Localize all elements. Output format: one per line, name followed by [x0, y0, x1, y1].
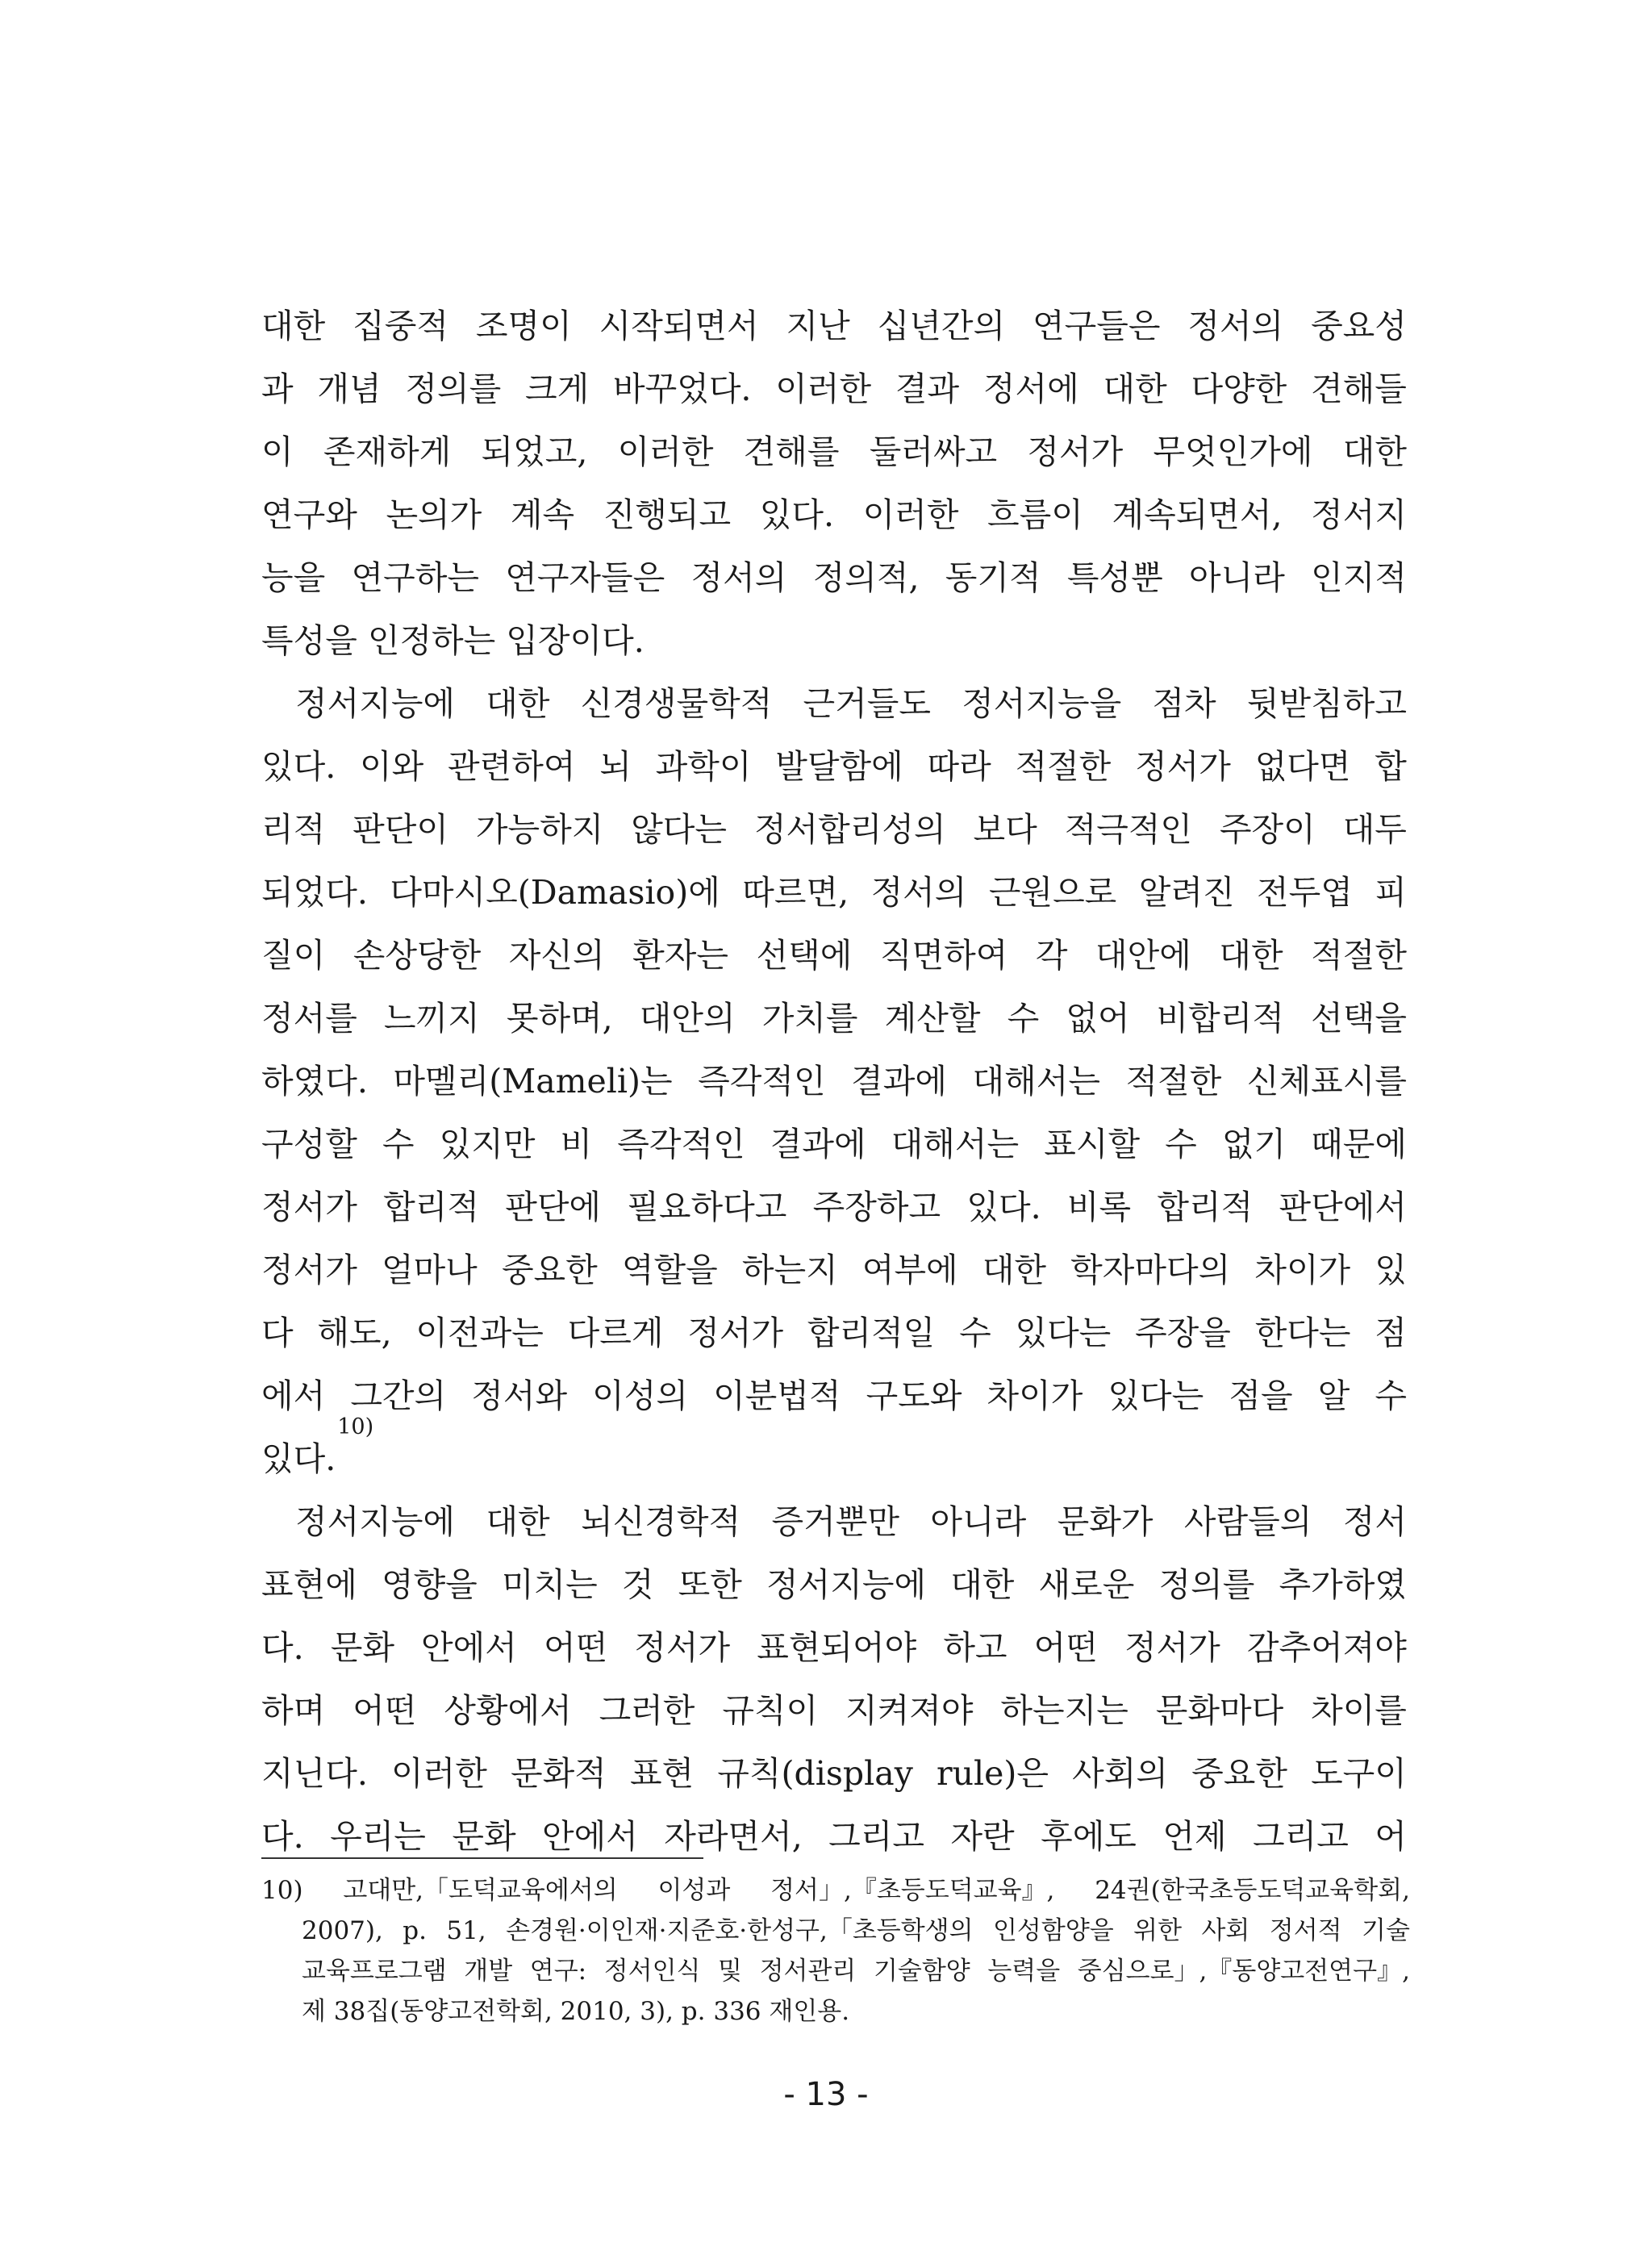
- word: 있다는: [1015, 1314, 1112, 1352]
- word: 판단에서: [1279, 1188, 1407, 1226]
- word: 차이가: [987, 1376, 1083, 1415]
- word: 그러한: [599, 1691, 695, 1730]
- body-text: [261, 294, 1407, 1868]
- word: 정서가: [1124, 1628, 1220, 1667]
- word: 인지적: [1311, 558, 1407, 597]
- word: 차이를: [1311, 1691, 1407, 1730]
- word: 지난: [786, 307, 850, 345]
- word: 고대만,「도덕교육에서의: [343, 1876, 618, 1905]
- word: 합: [1375, 747, 1407, 786]
- word: 또한: [678, 1565, 742, 1604]
- text-line: [261, 1679, 1407, 1742]
- word: 24권(한국초등도덕교육학회,: [1095, 1876, 1410, 1905]
- word: 보다: [973, 810, 1037, 849]
- word: 하는지는: [1000, 1691, 1128, 1730]
- word: 능을: [261, 558, 326, 597]
- word: 대한: [261, 307, 326, 345]
- word: 어떤: [353, 1691, 417, 1730]
- word: 정서인식: [603, 1957, 701, 1986]
- word: 리적: [261, 810, 326, 849]
- word: 되었고,: [481, 432, 588, 471]
- word: 교육프로그램: [302, 1957, 447, 1986]
- word: 다양한: [1191, 370, 1287, 408]
- word: 뇌: [599, 747, 632, 786]
- word: 점을: [1229, 1376, 1293, 1415]
- word: 정서지능을: [962, 684, 1122, 723]
- word: 근거들도: [803, 684, 931, 723]
- word: 때문에: [1311, 1125, 1407, 1163]
- word: 하는지: [741, 1251, 838, 1289]
- word: 규칙이: [722, 1691, 819, 1730]
- text-line: [261, 735, 1407, 798]
- word: 문화: [452, 1817, 516, 1856]
- word: 수: [1007, 999, 1040, 1038]
- word: 견해를: [743, 432, 840, 471]
- text-line: [261, 924, 1407, 987]
- word: 표현에: [261, 1565, 357, 1604]
- word: 계산할: [884, 999, 981, 1038]
- word: 정서를: [261, 999, 357, 1038]
- word: 어떤: [1033, 1628, 1098, 1667]
- word: 정서가: [261, 1251, 357, 1289]
- word: 바꾸었다.: [613, 370, 752, 408]
- page-number: - 13 -: [783, 2076, 869, 2113]
- word: 동기적: [945, 558, 1041, 597]
- word: 적절한: [1015, 747, 1112, 786]
- word: 수: [1165, 1125, 1197, 1163]
- word: 증거뿐만: [771, 1502, 899, 1541]
- footnote-line: [261, 1951, 1410, 1991]
- word: 지닌다.: [261, 1754, 368, 1793]
- word: 표현되어야: [757, 1628, 917, 1667]
- word: 영향을: [381, 1565, 478, 1604]
- word: 대두: [1342, 810, 1407, 849]
- word: 정서와: [471, 1376, 568, 1415]
- word: 기술함양: [873, 1957, 970, 1986]
- text-line: [261, 1176, 1407, 1239]
- word: 새로운: [1038, 1565, 1135, 1604]
- word: 대안에: [1095, 936, 1191, 975]
- word: 있: [1375, 1251, 1407, 1289]
- word: 뒷받침하고: [1246, 684, 1407, 723]
- word: 사회: [1201, 1916, 1250, 1945]
- word: 아니라: [1189, 558, 1285, 597]
- word: 합리적일: [807, 1314, 936, 1352]
- text-line: [261, 1239, 1407, 1301]
- word: 점차: [1152, 684, 1216, 723]
- word: 연구와: [261, 495, 357, 534]
- word: 결과에: [851, 1062, 947, 1101]
- word: 판단에: [505, 1188, 602, 1226]
- word: 정서에: [982, 370, 1079, 408]
- word: 이러한: [775, 370, 872, 408]
- word: 및: [718, 1957, 742, 1986]
- word: 아니라: [930, 1502, 1027, 1541]
- text-line: [261, 546, 1407, 609]
- text-line: 있다.: [261, 1439, 336, 1478]
- word: 가능하지: [475, 810, 604, 849]
- word: 뇌신경학적: [581, 1502, 741, 1541]
- word: 따르면,: [742, 873, 849, 912]
- text-line: [261, 1616, 1407, 1679]
- word: 그리고: [1253, 1817, 1349, 1856]
- word: 인성함양을: [992, 1916, 1114, 1945]
- text-line: [261, 672, 1407, 735]
- word: 없다면: [1254, 747, 1351, 786]
- word: 중요한: [1191, 1754, 1287, 1793]
- word: 과: [261, 370, 294, 408]
- word: 중요성: [1311, 307, 1407, 345]
- text-line: [261, 861, 1407, 924]
- word: 하며: [261, 1691, 326, 1730]
- word: 해도,: [317, 1314, 392, 1352]
- text-line: [261, 1742, 1407, 1805]
- word: 정서의: [1187, 307, 1284, 345]
- word: 없기: [1221, 1125, 1287, 1163]
- word: 정서지능에: [295, 684, 456, 723]
- word: 2007),: [302, 1916, 383, 1945]
- word: 안에서: [421, 1628, 517, 1667]
- word: 계속되면서,: [1112, 495, 1283, 534]
- word: 감추어져야: [1246, 1628, 1407, 1667]
- word: rule)은: [937, 1754, 1049, 1793]
- word: 중심으로」,『동양고전연구』,: [1077, 1957, 1410, 1986]
- word: 이러한: [862, 495, 959, 534]
- word: 조명이: [475, 307, 572, 345]
- word: 지켜져야: [845, 1691, 974, 1730]
- footnote-reference: 10): [337, 1414, 374, 1439]
- word: 대한: [950, 1565, 1015, 1604]
- word: 정서가: [1135, 747, 1231, 786]
- footnote-line: 제 38집(동양고전학회, 2010, 3), p. 336 재인용.: [302, 1997, 850, 2026]
- word: 그간의: [350, 1376, 447, 1415]
- word: 도구이: [1311, 1754, 1407, 1793]
- word: 신체표시를: [1246, 1062, 1407, 1101]
- text-line: [261, 798, 1407, 861]
- word: 정의를: [1158, 1565, 1255, 1604]
- word: 상황에서: [444, 1691, 572, 1730]
- word: 결과에: [770, 1125, 866, 1163]
- word: 표현: [629, 1754, 695, 1793]
- word: 관련하여: [448, 747, 576, 786]
- word: 것: [621, 1565, 654, 1604]
- word: 차이가: [1254, 1251, 1351, 1289]
- word: 정서가: [261, 1188, 357, 1226]
- word: 질이: [261, 936, 326, 975]
- word: 않다는: [631, 810, 728, 849]
- word: 정서지능에: [766, 1565, 927, 1604]
- word: 중요한: [501, 1251, 598, 1289]
- word: 대해서는: [891, 1125, 1020, 1163]
- text-line: [261, 1490, 1407, 1553]
- word: 에서: [261, 1376, 326, 1415]
- word: 정서: [1342, 1502, 1407, 1541]
- word: 알려진: [1138, 873, 1235, 912]
- footnote-divider: [261, 1857, 703, 1859]
- word: 합리적: [383, 1188, 479, 1226]
- word: 정서의: [870, 873, 967, 912]
- word: 무엇인가에: [1153, 432, 1313, 471]
- word: 존재하게: [323, 432, 452, 471]
- word: 대한: [486, 1502, 550, 1541]
- word: 문화마다: [1155, 1691, 1284, 1730]
- word: 주장하고: [812, 1188, 941, 1226]
- word: 각: [1035, 936, 1068, 975]
- word: 피: [1375, 873, 1407, 912]
- word: 흐름이: [987, 495, 1083, 534]
- word: 언제: [1162, 1817, 1227, 1856]
- word: 정서가: [687, 1314, 784, 1352]
- word: 가치를: [761, 999, 858, 1038]
- word: 학자마다의: [1070, 1251, 1231, 1289]
- word: 적극적인: [1064, 810, 1193, 849]
- word: 이성의: [592, 1376, 688, 1415]
- word: 자라면서,: [664, 1817, 803, 1856]
- word: 역할을: [621, 1251, 718, 1289]
- word: 구성할: [261, 1125, 357, 1163]
- word: 느끼지: [383, 999, 480, 1038]
- word: 자란: [950, 1817, 1015, 1856]
- word: 손상당한: [353, 936, 482, 975]
- word: 대한: [1103, 370, 1167, 408]
- word: 개념: [317, 370, 382, 408]
- word: 연구하는: [351, 558, 479, 597]
- footnote-line: [261, 1870, 1410, 1911]
- word: 합리적: [1157, 1188, 1254, 1226]
- word: 정서」,『초등도덕교육』,: [770, 1876, 1055, 1905]
- word: 대한: [1342, 432, 1407, 471]
- text-line: [261, 1050, 1407, 1113]
- word: 결과: [895, 370, 960, 408]
- text-line: [261, 1553, 1407, 1616]
- word: 이와: [360, 747, 424, 786]
- word: 점: [1375, 1314, 1407, 1352]
- word: 기술: [1362, 1916, 1410, 1945]
- word: 필요하다고: [627, 1188, 787, 1226]
- word: 손경원·이인재·지준호·한성구,「초등학생의: [506, 1916, 974, 1945]
- word: 근원으로: [988, 873, 1117, 912]
- word: 표시할: [1044, 1125, 1141, 1163]
- word: 되었다.: [261, 873, 368, 912]
- word: 사회의: [1072, 1754, 1168, 1793]
- word: 연구들은: [1032, 307, 1161, 345]
- word: 51,: [446, 1916, 486, 1945]
- word: 못하며,: [506, 999, 613, 1038]
- word: 어: [1375, 1817, 1407, 1856]
- word: 알: [1317, 1376, 1350, 1415]
- word: 구도와: [866, 1376, 962, 1415]
- word: 우리는: [330, 1817, 426, 1856]
- word: 다르게: [567, 1314, 664, 1352]
- word: 한다는: [1254, 1314, 1351, 1352]
- word: 적절한: [1311, 936, 1407, 975]
- word: 즉각적인: [698, 1062, 826, 1101]
- text-line: [261, 1301, 1407, 1364]
- word: 대해서는: [972, 1062, 1100, 1101]
- text-line: 특성을 인정하는 입장이다.: [261, 621, 645, 660]
- word: 있다.: [261, 747, 336, 786]
- word: 이러한: [617, 432, 714, 471]
- word: 판단이: [353, 810, 448, 849]
- word: 후에도: [1041, 1817, 1137, 1856]
- word: 시작되면서: [599, 307, 759, 345]
- word: 선택을: [1311, 999, 1407, 1038]
- word: 자신의: [508, 936, 605, 975]
- word: 없어: [1066, 999, 1130, 1038]
- word: 비합리적: [1156, 999, 1285, 1038]
- word: 따라: [927, 747, 991, 786]
- word: 있다는: [1108, 1376, 1204, 1415]
- word: 수: [959, 1314, 991, 1352]
- word: 수: [1375, 1376, 1407, 1415]
- word: 문화: [330, 1628, 394, 1667]
- word: 위한: [1133, 1916, 1183, 1945]
- word: 여부에: [861, 1251, 958, 1289]
- word: 미치는: [501, 1565, 598, 1604]
- word: 적절한: [1125, 1062, 1222, 1101]
- word: 하였다.: [261, 1062, 368, 1101]
- word: 사람들의: [1183, 1502, 1312, 1541]
- word: 하고: [943, 1628, 1007, 1667]
- word: 전두엽: [1257, 873, 1353, 912]
- word: 정의를: [405, 370, 502, 408]
- word: 발달함에: [775, 747, 903, 786]
- word: 있지만: [439, 1125, 536, 1163]
- word: 이성과: [657, 1876, 731, 1905]
- word: 환자는: [632, 936, 728, 975]
- text-line: [261, 420, 1407, 483]
- word: 정서지능에: [295, 1502, 456, 1541]
- word: 정서가: [634, 1628, 731, 1667]
- word: 연구:: [529, 1957, 587, 1986]
- word: 정서합리성의: [753, 810, 946, 849]
- word: 다.: [261, 1817, 304, 1856]
- word: 이분법적: [713, 1376, 841, 1415]
- word: 주장이: [1219, 810, 1316, 849]
- text-line-with-footnote: [261, 1414, 1407, 1490]
- word: 비록: [1066, 1188, 1132, 1226]
- word: 대안의: [639, 999, 736, 1038]
- footnotes: [261, 1870, 1410, 2032]
- word: 다마시오(Damasio)에: [390, 873, 720, 912]
- word: 정서가: [1027, 432, 1124, 471]
- word: 십년간의: [877, 307, 1006, 345]
- word: 과학이: [655, 747, 752, 786]
- text-line: [261, 1364, 1407, 1427]
- word: 얼마나: [381, 1251, 478, 1289]
- text-line: [261, 483, 1407, 546]
- word: 있다.: [966, 1188, 1041, 1226]
- word: 선택에: [756, 936, 853, 975]
- word: 견해들: [1311, 370, 1407, 408]
- word: 정서지: [1311, 495, 1407, 534]
- word: 계속: [510, 495, 575, 534]
- word: 다: [261, 1314, 294, 1352]
- word: 집중적: [353, 307, 448, 345]
- word: 안에서: [542, 1817, 638, 1856]
- word: 대한: [486, 684, 550, 723]
- word: 어떤: [543, 1628, 608, 1667]
- word: 대한: [1219, 936, 1283, 975]
- word: 능력을: [987, 1957, 1061, 1986]
- word: 문화가: [1057, 1502, 1153, 1541]
- word: 비: [560, 1125, 593, 1163]
- word: 크게: [525, 370, 590, 408]
- word: 진행되고: [603, 495, 732, 534]
- word: 문화적: [510, 1754, 607, 1793]
- footnote-line: [261, 1911, 1410, 1951]
- word: 개발: [464, 1957, 513, 1986]
- word: 정서적: [1269, 1916, 1342, 1945]
- text-line: [261, 294, 1407, 357]
- word: 있다.: [759, 495, 834, 534]
- word: 즉각적인: [617, 1125, 745, 1163]
- word: p.: [403, 1916, 427, 1945]
- word: 추가하였: [1279, 1565, 1407, 1604]
- word: 특성뿐: [1066, 558, 1163, 597]
- text-line: [261, 987, 1407, 1050]
- word: 정서관리: [759, 1957, 857, 1986]
- word: 논의가: [386, 495, 482, 534]
- word: 정의적,: [812, 558, 920, 597]
- word: 이: [261, 432, 294, 471]
- word: 주장을: [1135, 1314, 1231, 1352]
- word: 10): [261, 1876, 303, 1905]
- word: 연구자들은: [505, 558, 665, 597]
- word: 이전과는: [415, 1314, 544, 1352]
- word: 대한: [982, 1251, 1047, 1289]
- word: 수: [382, 1125, 415, 1163]
- word: 마멜리(Mameli)는: [393, 1062, 673, 1101]
- text-line: [261, 357, 1407, 420]
- word: 직면하여: [879, 936, 1008, 975]
- word: 정서의: [690, 558, 787, 597]
- word: 그리고: [828, 1817, 924, 1856]
- word: 이러한: [391, 1754, 487, 1793]
- word: 신경생물학적: [580, 684, 773, 723]
- word: 둘러싸고: [869, 432, 998, 471]
- word: 다.: [261, 1628, 304, 1667]
- text-line: [261, 1113, 1407, 1176]
- word: 규칙(display: [717, 1754, 913, 1793]
